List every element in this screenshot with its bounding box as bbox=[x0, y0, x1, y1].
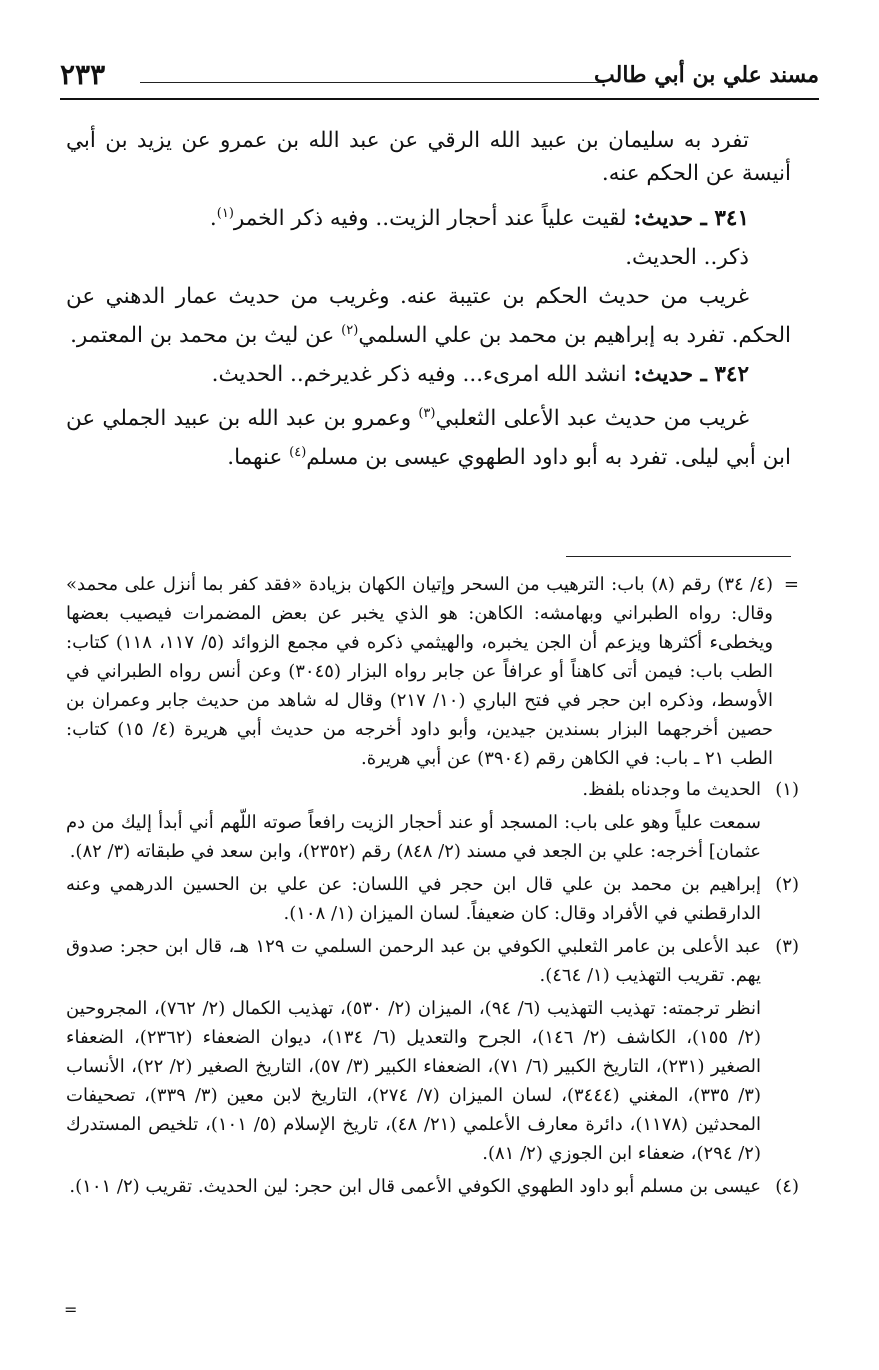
footnote-number: (١) bbox=[775, 779, 799, 800]
book-title: مسند علي بن أبي طالب bbox=[594, 62, 819, 88]
continuation-mark: = bbox=[783, 574, 799, 595]
header-rule bbox=[140, 82, 604, 83]
running-header bbox=[60, 58, 819, 94]
hadith-341: ٣٤١ ـ حديث: لقيت علياً عند أحجار الزيت.. وفيه ذكر الخمر$^{(١)}$. bbox=[209, 205, 749, 231]
footnote-ref-1: (١) bbox=[216, 205, 234, 221]
footnote-separator bbox=[566, 556, 791, 557]
paragraph-2: ذكر.. الحديث. bbox=[625, 245, 749, 271]
footnote-1-detail: سمعت علياً وهو على باب: المسجد أو عند أحجار الزيت رافعاً صوته اللّهم أني أبدأ إليك من دم عثمان] أخرجه: علي بن الجعد في مسند (٢/ ٨٤٨) رقم (٢٣٥٢)، وابن سعد في طبقاته (٣/ ٨٢). bbox=[66, 812, 761, 862]
hadith-342: ٣٤٢ ـ حديث: انشد الله امرىء... وفيه ذكر غديرخم.. الحديث. bbox=[211, 362, 749, 388]
footnote-number: (٤) bbox=[775, 1176, 799, 1197]
footnote-number: (٣) bbox=[775, 936, 799, 957]
paragraph-3: غريب من حديث الحكم بن عتيبة عنه. وغريب من حديث عمار الدهني عن الحكم. تفرد به إبراهيم بن محمد بن علي السلمي$^{(٢)}$ عن ليث بن محمد بن المعتمر. bbox=[66, 284, 791, 348]
paragraph-4: غريب من حديث عبد الأعلى الثعلبي$^{(٣)}$ وعمرو بن عبد الله بن عبيد الجملي عن ابن أبي ليلى. تفرد به أبو داود الطهوي عيسى بن مسلم$^{(٤)}$ عنهما. bbox=[66, 406, 791, 470]
main-text bbox=[66, 124, 791, 480]
footnote-number: (٢) bbox=[775, 874, 799, 895]
footnote-ref-3: (٣) bbox=[418, 406, 436, 422]
footnotes bbox=[66, 570, 799, 1205]
footnote-3-detail: انظر ترجمته: تهذيب التهذيب (٦/ ٩٤)، الميزان (٢/ ٥٣٠)، تهذيب الكمال (٢/ ٧٦٢)، المجروحين (٢/ ١٥٥)، الكاشف (٢/ ١٤٦)، الجرح والتعديل (٦/ ١٣٤)، ديوان الضعفاء (٢٣٦٢)، الضعفاء الصغير (٢٣١)، التاريخ الكبير (٦/ ٧١)، الضعفاء الكبير (٣/ ٥٧)، التاريخ الصغير (٢/ ٢٢)، الأنساب (٣/ ٣٣٥)، المغني (٣٤٤٤)، لسان الميزان (٧/ ٢٧٤)، التاريخ لابن معين (٣/ ٣٣٩)، تصحيفات المحدثين (١١٧٨)، دائرة معارف الأعلمي (٢١/ ٤٨)، تاريخ الإسلام (٥/ ١٠١)، تلخيص المستدرك (٢/ ٢٩٤)، ضعفاء ابن الجوزي (٢/ ٨١). bbox=[66, 998, 761, 1164]
footnote-1: (١) الحديث ما وجدناه بلفظ. bbox=[66, 775, 799, 804]
footnote-ref-4: (٤) bbox=[289, 444, 307, 460]
header-underline bbox=[60, 98, 819, 100]
continuation-mark-bottom: = bbox=[64, 1300, 78, 1319]
hadith-number: ٣٤٢ ـ حديث: bbox=[633, 362, 749, 388]
page-number: ٢٣٣ bbox=[60, 58, 106, 91]
footnote-2: (٢) إبراهيم بن محمد بن علي قال ابن حجر في اللسان: عن علي بن الحسين الدرهمي وعنه الدارقطني في الأفراد وقال: كان ضعيفاً. لسان الميزان (١/ ١٠٨). bbox=[66, 870, 799, 928]
hadith-number: ٣٤١ ـ حديث: bbox=[633, 205, 749, 231]
paragraph-1: تفرد به سليمان بن عبيد الله الرقي عن عبد الله بن عمرو عن يزيد بن أبي أنيسة عن الحكم عنه. bbox=[66, 128, 791, 187]
footnote-continuation: = (٤/ ٣٤) رقم (٨) باب: الترهيب من السحر وإتيان الكهان بزيادة «فقد كفر بما أنزل على محمد» وقال: رواه الطبراني وبهامشه: الكاهن: هو الذي يخبر عن بعض المضمرات فيصيب بعضها ويخطىء أكثرها ويزعم أن الجن يخبره، والهيثمي ذكره في مجمع الزوائد (٥/ ١١٧، ١١٨) كتاب: الطب باب: فيمن أتى كاهناً أو عرافاً عن جابر رواه البزار (٣٠٤٥) وعن أنس رواه الطبراني في الأوسط، وذكره ابن حجر في فتح الباري (١٠/ ٢١٧) وقال له شاهد من حديث جابر وعمران بن حصين أخرجهما البزار بسندين جيدين، وأبو داود أخرجه من حديث أبي هريرة (٤/ ١٥) كتاب: الطب ٢١ ـ باب: في الكاهن رقم (٣٩٠٤) عن أبي هريرة. bbox=[66, 570, 799, 773]
footnote-4: (٤) عيسى بن مسلم أبو داود الطهوي الكوفي الأعمى قال ابن حجر: لين الحديث. تقريب (٢/ ١٠١). bbox=[66, 1172, 799, 1201]
footnote-ref-2: (٢) bbox=[341, 322, 359, 338]
footnote-3: (٣) عبد الأعلى بن عامر الثعلبي الكوفي بن عبد الرحمن السلمي ت ١٢٩ هـ، قال ابن حجر: صدوق يهم. تقريب التهذيب (١/ ٤٦٤). bbox=[66, 932, 799, 990]
